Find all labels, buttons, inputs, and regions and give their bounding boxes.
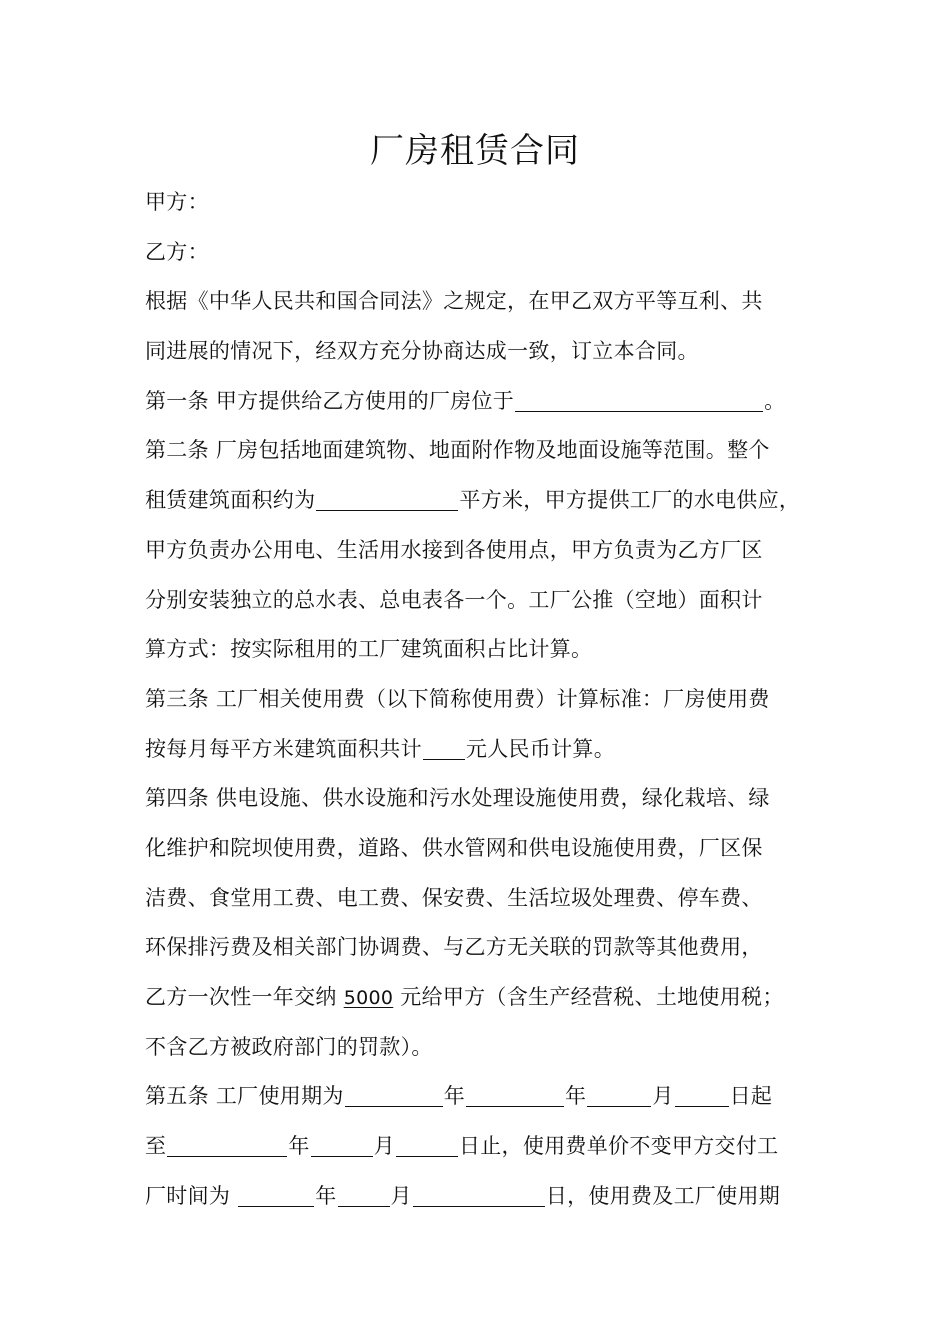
year-label: 年 [443, 1084, 465, 1109]
floor-area-blank[interactable] [316, 486, 458, 511]
contract-body [145, 178, 825, 1221]
delivery-year-blank[interactable] [238, 1182, 314, 1207]
article-2-line-3: 甲方负责办公用电、生活用水接到各使用点，甲方负责为乙方厂区 [145, 537, 763, 562]
to-label: 至 [145, 1134, 167, 1159]
article-3-text-b: 元人民币计算。 [465, 736, 616, 761]
intro-line-1: 根据《中华人民共和国合同法》之规定，在甲乙双方平等互利、共 [145, 289, 763, 314]
month-label: 月 [373, 1134, 395, 1159]
start-year-blank[interactable] [466, 1082, 564, 1107]
party-a-line: 甲方： [145, 190, 209, 214]
delivery-time-label: 厂时间为 [145, 1183, 238, 1208]
article-4-line-3: 洁费、食堂用工费、电工费、保安费、生活垃圾处理费、停车费、 [145, 885, 763, 910]
article-4-line-5 [145, 973, 825, 1023]
start-day-blank[interactable] [675, 1082, 729, 1107]
delivery-day-label: 日，使用费及工厂使用期 [545, 1183, 781, 1208]
article-4-line-2: 化维护和院坝使用费，道路、供水管网和供电设施使用费，厂区保 [145, 835, 763, 860]
day-end-label: 日止，使用费单价不变甲方交付工 [458, 1134, 779, 1159]
article-4-line-6: 不含乙方被政府部门的罚款）。 [145, 1034, 433, 1059]
delivery-month-blank[interactable] [338, 1182, 390, 1207]
end-year-blank[interactable] [167, 1132, 287, 1157]
article-2-text-a: 租赁建筑面积约为 [145, 488, 316, 513]
start-month-blank[interactable] [587, 1082, 651, 1107]
article-5-line-3 [145, 1172, 825, 1222]
factory-location-blank[interactable] [515, 387, 763, 412]
article-3-line-2 [145, 725, 825, 775]
article-5-line-2 [145, 1122, 825, 1172]
unit-price-blank[interactable] [423, 735, 465, 760]
article-3-text-a: 按每月每平方米建筑面积共计 [145, 736, 422, 761]
month-label: 月 [652, 1084, 674, 1109]
delivery-day-blank[interactable] [413, 1182, 545, 1207]
article-3-line-1: 第三条 工厂相关使用费（以下简称使用费）计算标准：厂房使用费 [145, 686, 770, 711]
article-4-text-a: 乙方一次性一年交纳 [145, 985, 344, 1009]
article-5-line-1 [145, 1072, 825, 1122]
term-years-blank[interactable] [345, 1082, 443, 1107]
intro-line-2: 同进展的情况下，经双方充分协商达成一致，订立本合同。 [145, 339, 699, 364]
article-2-line-5: 算方式：按实际租用的工厂建筑面积占比计算。 [145, 637, 593, 662]
year-label: 年 [315, 1183, 337, 1208]
article-1-tail: 。 [764, 388, 786, 413]
party-b-line: 乙方： [145, 239, 209, 264]
article-2-text-b: 平方米，甲方提供工厂的水电供应， [459, 488, 801, 513]
article-5-text-a: 第五条 工厂使用期为 [145, 1084, 344, 1109]
page-title: 厂房租赁合同 [370, 131, 580, 171]
year-label: 年 [565, 1084, 587, 1109]
article-4-line-4: 环保排污费及相关部门协调费、与乙方无关联的罚款等其他费用， [145, 935, 763, 960]
article-2-line-2 [145, 476, 825, 526]
month-label: 月 [390, 1183, 412, 1208]
article-1 [145, 377, 825, 427]
article-4-text-b: 元给甲方（含生产经营税、土地使用税； [393, 985, 784, 1009]
article-4-line-1: 第四条 供电设施、供水设施和污水处理设施使用费，绿化栽培、绿 [145, 786, 770, 811]
year-label: 年 [288, 1134, 310, 1159]
day-start-label: 日起 [729, 1084, 773, 1109]
end-month-blank[interactable] [311, 1132, 373, 1157]
article-2-line-4: 分别安装独立的总水表、总电表各一个。工厂公推（空地）面积计 [145, 587, 763, 612]
article-2-line-1: 第二条 厂房包括地面建筑物、地面附作物及地面设施等范围。整个 [145, 438, 770, 463]
annual-fee-amount: 5000 [343, 987, 394, 1009]
article-1-text: 第一条 甲方提供给乙方使用的厂房位于 [145, 388, 515, 413]
end-day-blank[interactable] [396, 1132, 458, 1157]
